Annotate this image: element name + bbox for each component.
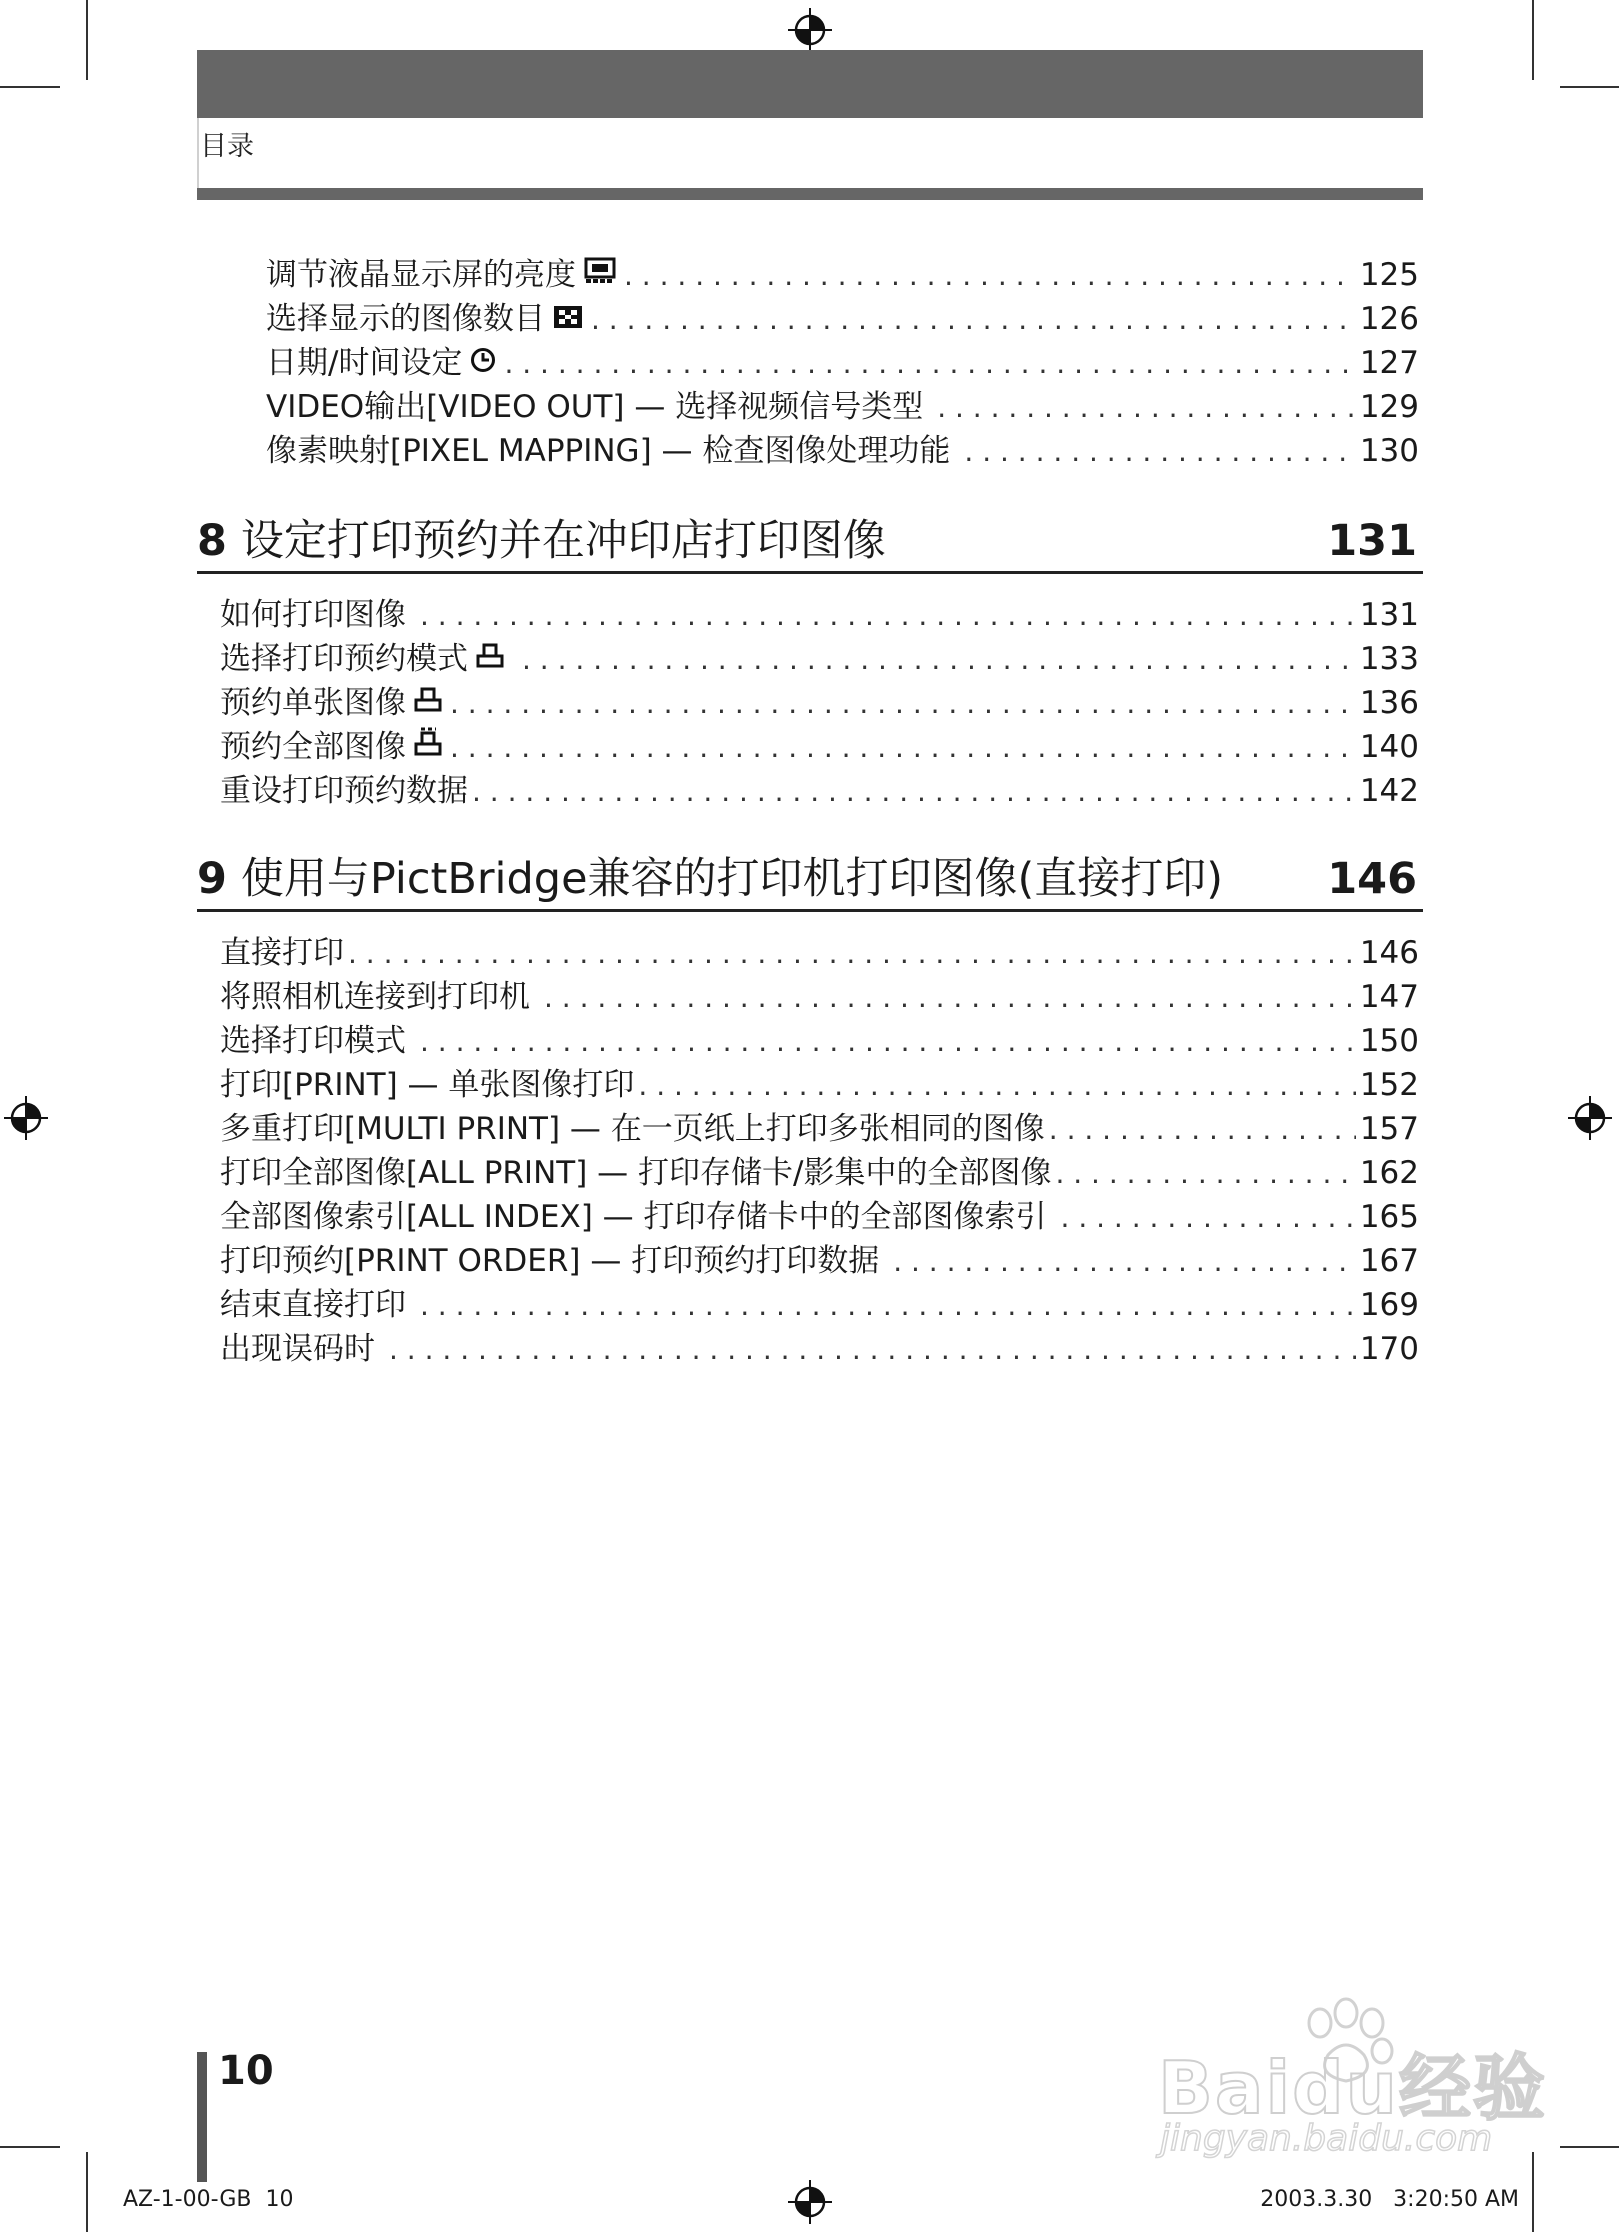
print-icon	[476, 643, 504, 669]
toc-row[interactable]	[220, 683, 1419, 723]
toc-row[interactable]	[266, 255, 1419, 295]
crop-mark	[86, 2152, 88, 2232]
toc-row-title: 像素映射[PIXEL MAPPING] — 检查图像处理功能	[266, 433, 951, 469]
crop-mark	[0, 2146, 60, 2148]
toc-row-title: 多重打印[MULTI PRINT] — 在一页纸上打印多张相同的图像	[220, 1111, 1045, 1147]
toc-row-title: 预约单张图像	[220, 685, 406, 721]
toc-row[interactable]	[220, 977, 1419, 1017]
crop-mark	[1560, 86, 1619, 88]
registration-target-icon	[788, 2180, 832, 2224]
leader-dots	[420, 1286, 1356, 1326]
toc-row[interactable]	[220, 639, 1419, 679]
toc-row-page: 150	[1359, 1023, 1419, 1059]
header-band	[197, 50, 1423, 118]
toc-row-title: 选择打印预约模式	[220, 641, 468, 677]
chapter-page: 131	[1327, 516, 1417, 566]
section-label: 目录	[200, 131, 254, 162]
toc-row-page: 125	[1359, 257, 1419, 293]
toc-row[interactable]	[220, 1329, 1419, 1369]
toc-row-title: VIDEO输出[VIDEO OUT] — 选择视频信号类型	[266, 389, 924, 425]
page-number: 10	[218, 2048, 274, 2094]
leader-dots	[450, 684, 1356, 724]
chapter-heading[interactable]	[197, 852, 1423, 912]
toc-row-page: 169	[1359, 1287, 1419, 1323]
toc-row-page: 170	[1359, 1331, 1419, 1367]
toc-row-title: 出现误码时	[220, 1331, 375, 1367]
clock-icon	[470, 347, 496, 373]
toc-row-title: 预约全部图像	[220, 729, 406, 765]
print-all-icon	[414, 727, 442, 757]
leader-dots	[450, 728, 1356, 768]
toc-row[interactable]	[266, 343, 1419, 383]
toc-row-page: 167	[1359, 1243, 1419, 1279]
leader-dots	[522, 640, 1356, 680]
header-divider	[197, 118, 199, 188]
leader-dots	[348, 934, 1356, 974]
chapter-heading[interactable]	[197, 514, 1423, 574]
leader-dots	[544, 978, 1356, 1018]
leader-dots	[624, 256, 1356, 296]
toc-row-page: 131	[1359, 597, 1419, 633]
chapter-number: 8	[197, 516, 227, 566]
watermark-brand: Baidu经验	[1158, 2046, 1547, 2130]
leader-dots	[389, 1330, 1356, 1370]
toc-row-page: 165	[1359, 1199, 1419, 1235]
toc-row-title: 结束直接打印	[220, 1287, 406, 1323]
crop-mark	[1560, 2146, 1619, 2148]
leader-dots	[638, 1066, 1355, 1106]
toc-row[interactable]	[220, 1241, 1419, 1281]
toc-row-page: 126	[1359, 301, 1419, 337]
watermark-url: jingyan.baidu.com	[1160, 2118, 1493, 2159]
crop-mark	[1532, 2152, 1534, 2232]
leader-dots	[1055, 1154, 1355, 1194]
toc-row-title: 将照相机连接到打印机	[220, 979, 530, 1015]
toc-row-title: 直接打印	[220, 935, 344, 971]
print-icon	[414, 687, 442, 713]
toc-row[interactable]	[220, 1065, 1419, 1105]
chapter-title: 设定打印预约并在冲印店打印图像	[240, 516, 886, 566]
toc-row[interactable]	[220, 1285, 1419, 1325]
toc-row[interactable]	[266, 387, 1419, 427]
toc-row[interactable]	[220, 1021, 1419, 1061]
toc-row-page: 136	[1359, 685, 1419, 721]
registration-target-icon	[788, 8, 832, 52]
toc-row-title: 打印预约[PRINT ORDER] — 打印预约打印数据	[220, 1243, 880, 1279]
toc-row-page: 157	[1359, 1111, 1419, 1147]
crop-mark	[1532, 0, 1534, 80]
crop-mark	[0, 86, 60, 88]
chapter-title-group	[197, 851, 1223, 907]
toc-row-page: 129	[1359, 389, 1419, 425]
toc-row-page: 133	[1359, 641, 1419, 677]
toc-row[interactable]	[220, 727, 1419, 767]
crop-mark	[86, 0, 88, 80]
toc-row-title: 日期/时间设定	[266, 345, 463, 381]
leader-dots	[420, 1022, 1356, 1062]
toc-row[interactable]	[220, 1153, 1419, 1193]
leader-dots	[420, 596, 1356, 636]
toc-row[interactable]	[220, 595, 1419, 635]
leader-dots	[1049, 1110, 1356, 1150]
toc-row-page: 142	[1359, 773, 1419, 809]
leader-dots	[1061, 1198, 1356, 1238]
leader-dots	[893, 1242, 1356, 1282]
registration-target-icon	[1568, 1096, 1612, 1140]
print-slug-file: AZ-1-00-GB 10	[123, 2187, 294, 2212]
chapter-number: 9	[197, 854, 227, 904]
registration-target-icon	[4, 1096, 48, 1140]
toc-row-title: 打印全部图像[ALL PRINT] — 打印存储卡/影集中的全部图像	[220, 1155, 1052, 1191]
leader-dots	[937, 388, 1356, 428]
toc-row[interactable]	[220, 771, 1419, 811]
chapter-title-group	[197, 513, 886, 569]
toc-row-title: 重设打印预约数据	[220, 773, 468, 809]
toc-row-page: 140	[1359, 729, 1419, 765]
toc-row[interactable]	[220, 1109, 1419, 1149]
toc-row[interactable]	[220, 1197, 1419, 1237]
toc-row-page: 130	[1359, 433, 1419, 469]
grid-index-icon	[553, 305, 583, 329]
page-number-bar	[197, 2052, 207, 2182]
toc-row-page: 146	[1359, 935, 1419, 971]
monitor-brightness-icon	[584, 257, 616, 285]
chapter-page: 146	[1327, 854, 1417, 904]
chapter-title: 使用与PictBridge兼容的打印机打印图像(直接打印)	[240, 854, 1224, 904]
leader-dots	[504, 344, 1355, 384]
header-rule	[197, 188, 1423, 200]
leader-dots	[591, 300, 1356, 340]
leader-dots	[964, 432, 1355, 472]
print-slug-timestamp: 2003.3.30 3:20:50 AM	[1260, 2187, 1519, 2212]
toc-row[interactable]	[266, 299, 1419, 339]
toc-row-title: 全部图像索引[ALL INDEX] — 打印存储卡中的全部图像索引	[220, 1199, 1047, 1235]
toc-row-title: 如何打印图像	[220, 597, 406, 633]
toc-row-page: 152	[1359, 1067, 1419, 1103]
leader-dots	[472, 772, 1356, 812]
toc-row-title: 选择显示的图像数目	[266, 301, 545, 337]
toc-row-title: 调节液晶显示屏的亮度	[266, 257, 576, 293]
toc-row[interactable]	[220, 933, 1419, 973]
toc-row-title: 选择打印模式	[220, 1023, 406, 1059]
toc-row-page: 162	[1359, 1155, 1419, 1191]
toc-row[interactable]	[266, 431, 1419, 471]
toc-row-title: 打印[PRINT] — 单张图像打印	[220, 1067, 635, 1103]
toc-row-page: 147	[1359, 979, 1419, 1015]
toc-row-page: 127	[1359, 345, 1419, 381]
